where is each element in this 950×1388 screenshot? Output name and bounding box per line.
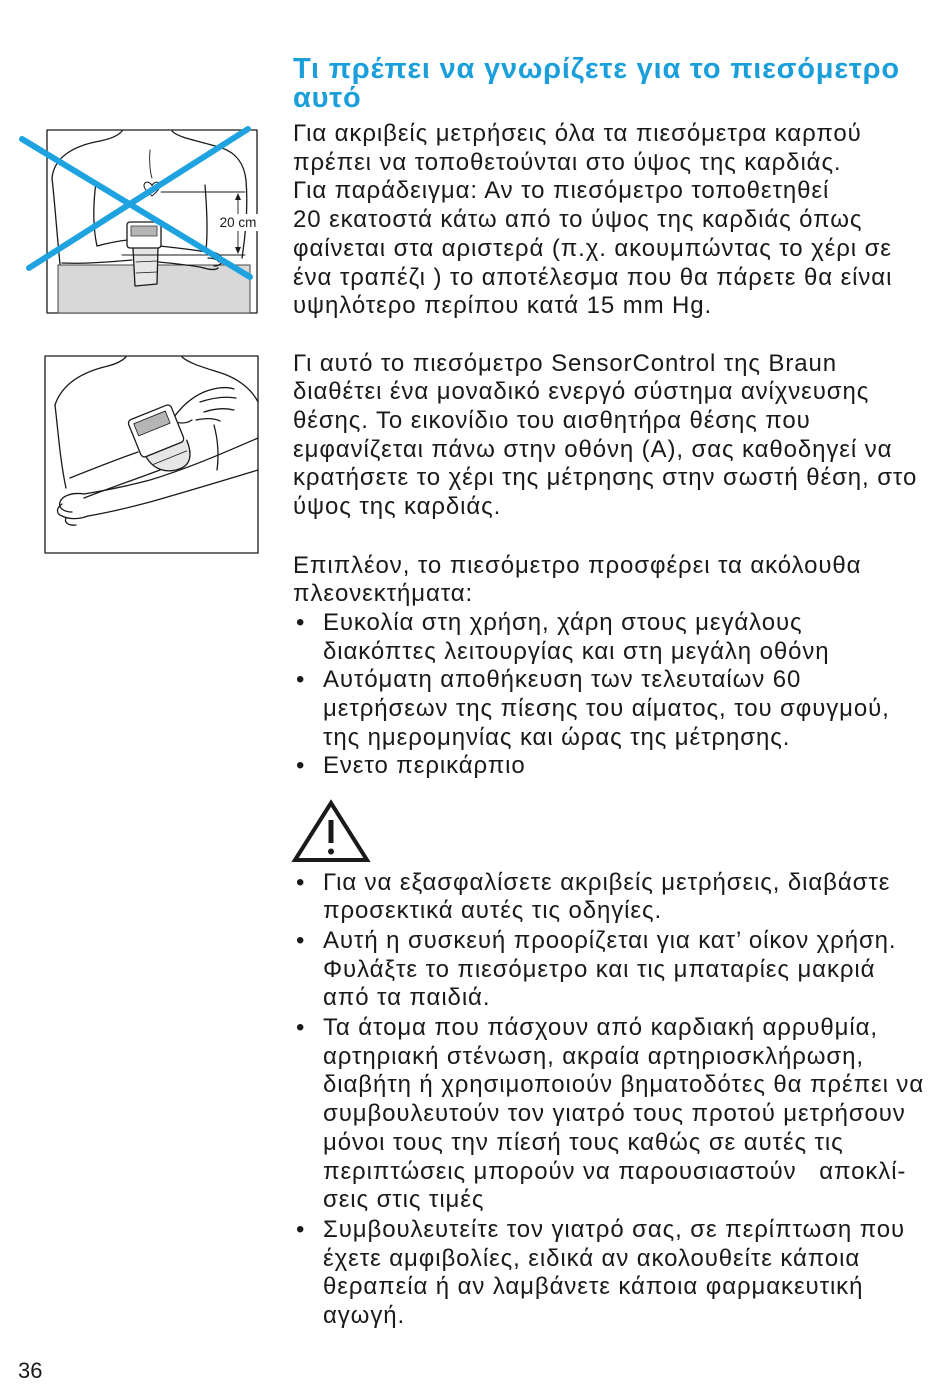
dimension-arrow — [235, 247, 241, 254]
list-item-line: από τα παιδιά. — [323, 984, 491, 1012]
bullet-marker: • — [296, 608, 306, 636]
warnings-list — [293, 869, 938, 1331]
list-item-text — [323, 666, 938, 752]
torso-outline — [55, 357, 126, 405]
features-intro — [293, 552, 938, 609]
features-section — [293, 552, 938, 782]
bullet-marker: • — [296, 752, 306, 780]
list-item-line: θεραπεία ή αν λαμβάνετε κάποια φαρμακευτική — [323, 1273, 864, 1301]
figure-correct-position — [40, 350, 265, 560]
list-item-line: Ευκολία στη χρήση, χάρη στους μεγάλους — [323, 608, 803, 636]
text-line: Για ακριβείς μετρήσεις όλα τα πιεσόμετρα καρπού — [293, 120, 862, 147]
text-line: κρατήσετε το χέρι της μέτρησης στην σωστή θέση, στο — [293, 464, 918, 492]
list-item-line: αγωγή. — [323, 1302, 406, 1330]
torso-outline — [182, 357, 258, 402]
bullet-marker: • — [296, 1215, 306, 1243]
feature-item — [293, 666, 938, 752]
list-item-text — [323, 752, 938, 781]
list-item-line: Αυτόματη αποθήκευση των τελευταίων 60 — [323, 666, 802, 694]
warning-item — [293, 1216, 938, 1331]
feature-item — [293, 752, 938, 781]
bullet-marker: • — [296, 1014, 306, 1042]
monitor-display — [131, 226, 157, 236]
torso-outline — [150, 150, 152, 178]
wrist-monitor — [127, 403, 195, 480]
text-line: πλεονεκτήματα: — [293, 580, 474, 608]
text-line: φαίνεται στα αριστερά (π.χ. ακουμπώντας το χέρι σε — [293, 234, 892, 262]
figure-wrong-position — [15, 118, 270, 323]
warning-triangle-icon — [290, 797, 372, 865]
list-item-text — [323, 609, 938, 666]
features-list — [293, 609, 938, 781]
forearm-outline — [70, 452, 138, 478]
text-line: ένα τραπέζι ) το αποτέλεσμα που θα πάρετε θα είναι — [293, 263, 893, 291]
list-item-line: Συμβουλευτείτε τον γιατρό σας, σε περίπτωση που — [323, 1215, 906, 1243]
list-item-line: της ημερομηνίας και ώρας της μέτρησης. — [323, 723, 791, 751]
list-item-line: Για να εξασφαλίσετε ακριβείς μετρήσεις, διαβάστε — [323, 868, 891, 896]
list-item-line: Αυτή η συσκευή προορίζεται για κατ’ οίκον χρήση. — [323, 926, 897, 954]
list-item-line: μετρήσεων της πίεσης του αίματος, του σφυγμού, — [323, 695, 890, 723]
list-item-text — [323, 1216, 938, 1331]
title-line: αυτό — [293, 82, 362, 114]
list-item-line: προσεκτικά αυτές τις οδηγίες. — [323, 897, 663, 925]
arm-outline — [88, 470, 258, 516]
list-item-line: διακόπτες λειτουργίας και στη μεγάλη οθόνη — [323, 637, 830, 665]
text-line: θέσης. Το εικονίδιο του αισθητήρα θέσης που — [293, 406, 811, 434]
list-item-text — [323, 927, 938, 1013]
list-item-line: Ενετο περικάρπιο — [323, 752, 526, 780]
title-line: Τι πρέπει να γνωρίζετε για το πιεσόμετρο — [293, 53, 900, 85]
list-item-line: αρτηριακή στένωση, ακραία αρτηριοσκλήρωση, — [323, 1042, 864, 1070]
arm-outline — [94, 182, 97, 246]
text-line: πρέπει να τοποθετούνται στο ύψος της καρδιάς. — [293, 148, 842, 176]
warning-item — [293, 869, 938, 926]
list-item-line: μόνοι τους την πίεσή τους καθώς σε αυτές τις — [323, 1128, 844, 1156]
page-title — [293, 55, 938, 113]
bullet-marker: • — [296, 666, 306, 694]
arm-outline — [205, 185, 207, 250]
dimension-label: 20 cm — [219, 215, 257, 230]
bullet-marker: • — [296, 926, 306, 954]
list-item-line: διαβήτη ή χρησιμοποιούν βηματοδότες θα πρέπει να — [323, 1071, 925, 1099]
text-line: ύψος της καρδιάς. — [293, 493, 502, 521]
list-item-text — [323, 869, 938, 926]
hand-outline — [172, 388, 236, 423]
warning-item — [293, 927, 938, 1013]
text-line: εμφανίζεται πάνω στην οθόνη (A), σας καθοδηγεί να — [293, 435, 893, 463]
dimension-arrow — [235, 193, 241, 200]
sensor-paragraph — [293, 350, 938, 522]
list-item-line: Φυλάξτε το πιεσόμετρο και τις μπαταρίες μακριά — [323, 955, 876, 983]
intro-paragraph — [293, 120, 938, 321]
list-item-line: έχετε αμφιβολίες, ειδικά αν ακολουθείτε κάποια — [323, 1244, 861, 1272]
list-item-line: Τα άτομα που πάσχουν από καρδιακή αρρυθμία, — [323, 1014, 878, 1042]
list-item-line: συμβουλευτούν τον γιατρό τους προτού μετρήσουν — [323, 1100, 906, 1128]
list-item-text — [323, 1014, 938, 1215]
text-line: Για παράδειγμα: Αν το πιεσόμετρο τοποθετηθεί — [293, 177, 830, 205]
torso-outline — [52, 131, 122, 178]
text-line: υψηλότερο περίπου κατά 15 mm Hg. — [293, 292, 713, 320]
forearm-outline — [84, 470, 160, 498]
bullet-marker: • — [296, 868, 306, 896]
forearm-outline — [97, 240, 128, 246]
page-number: 36 — [18, 1358, 43, 1383]
warning-item — [293, 1014, 938, 1215]
list-item-line: σεις στις τιμές — [323, 1186, 485, 1214]
forearm-outline — [62, 260, 132, 263]
list-item-line: περιπτώσεις μπορούν να παρουσιαστούν αποκλί- — [323, 1157, 907, 1185]
feature-item — [293, 609, 938, 666]
arm-outline — [55, 405, 66, 488]
text-line: Γι αυτό το πιεσόμετρο SensorControl της Braun — [293, 349, 837, 377]
torso-outline — [214, 425, 218, 470]
text-line: Επιπλέον, το πιεσόμετρο προσφέρει τα ακόλουθα — [293, 551, 862, 579]
text-line: 20 εκατοστά κάτω από το ύψος της καρδιάς όπως — [293, 206, 863, 234]
text-line: διαθέτει ένα μοναδικό ενεργό σύστημα ανίχνευσης — [293, 378, 870, 406]
